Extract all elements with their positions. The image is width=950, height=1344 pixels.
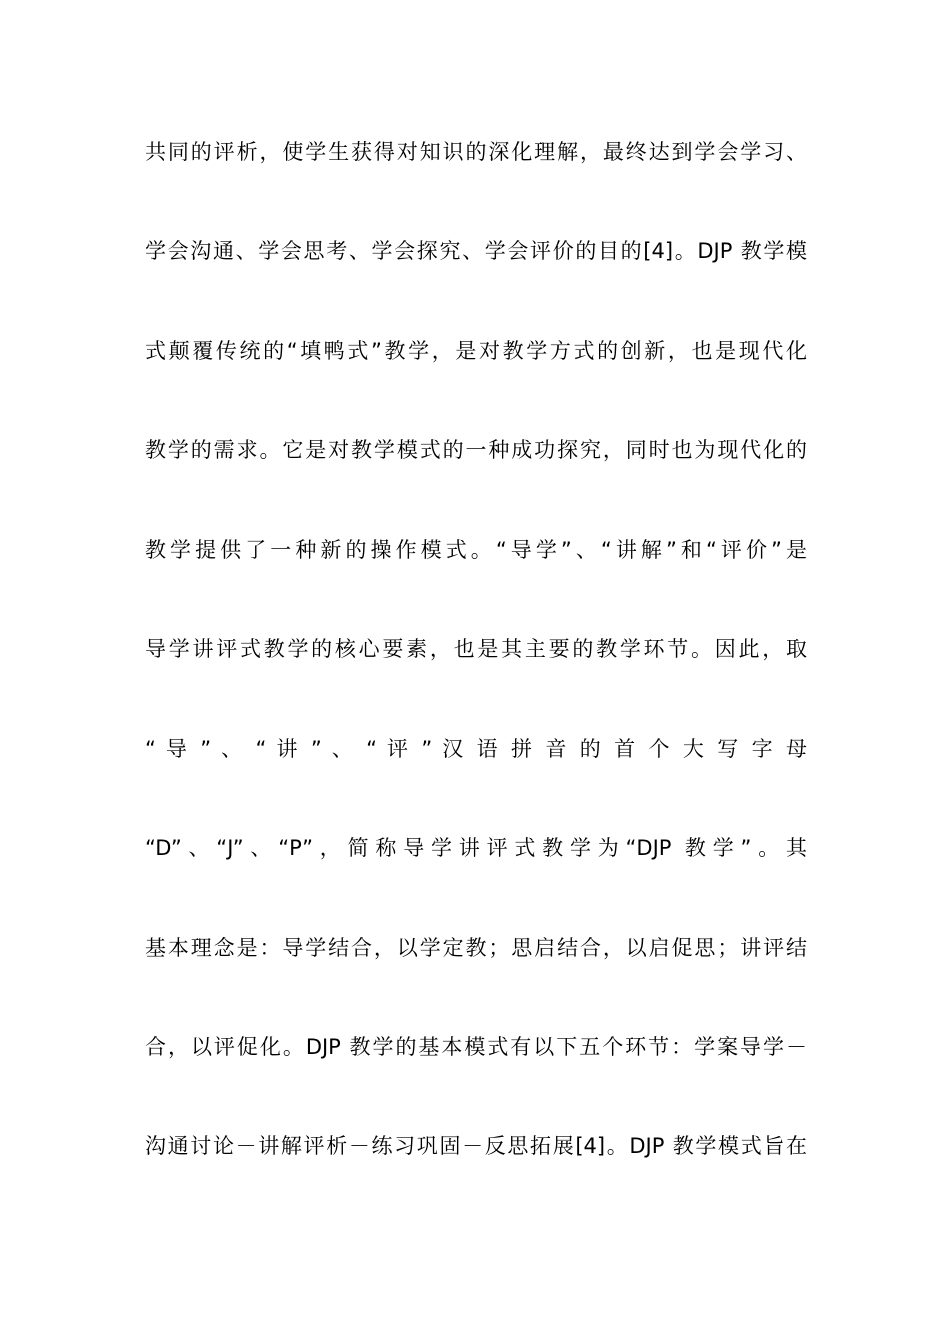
paragraph-line: 共同的评析，使学生获得对知识的深化理解，最终达到学会学习、 — [145, 140, 807, 164]
paragraph-line: 教学的需求。它是对教学模式的一种成功探究，同时也为现代化的 — [145, 438, 807, 462]
paragraph-line: 沟通讨论－讲解评析－练习巩固－反思拓展[4]。DJP 教学模式旨在 — [145, 1134, 807, 1158]
paragraph-line: 导学讲评式教学的核心要素，也是其主要的教学环节。因此，取 — [145, 637, 807, 661]
paragraph-line: “D”、“J”、“P”，简称导学讲评式教学为“DJP 教学”。其 — [145, 836, 807, 860]
paragraph-line: 教学提供了一种新的操作模式。“导学”、“讲解”和“评价”是 — [145, 538, 807, 562]
paragraph-line: 基本理念是：导学结合，以学定教；思启结合，以启促思；讲评结 — [145, 936, 807, 960]
paragraph-line: 式颠覆传统的“填鸭式”教学，是对教学方式的创新，也是现代化 — [145, 339, 807, 363]
paragraph-line: “ 导 ” 、 “ 讲 ” 、 “ 评 ” 汉 语 拼 音 的 首 个 大 写 字 母 — [145, 737, 807, 761]
paragraph-line: 学会沟通、学会思考、学会探究、学会评价的目的[4]。DJP 教学模 — [145, 239, 807, 263]
paragraph-line: 合，以评促化。DJP 教学的基本模式有以下五个环节：学案导学－ — [145, 1035, 807, 1059]
